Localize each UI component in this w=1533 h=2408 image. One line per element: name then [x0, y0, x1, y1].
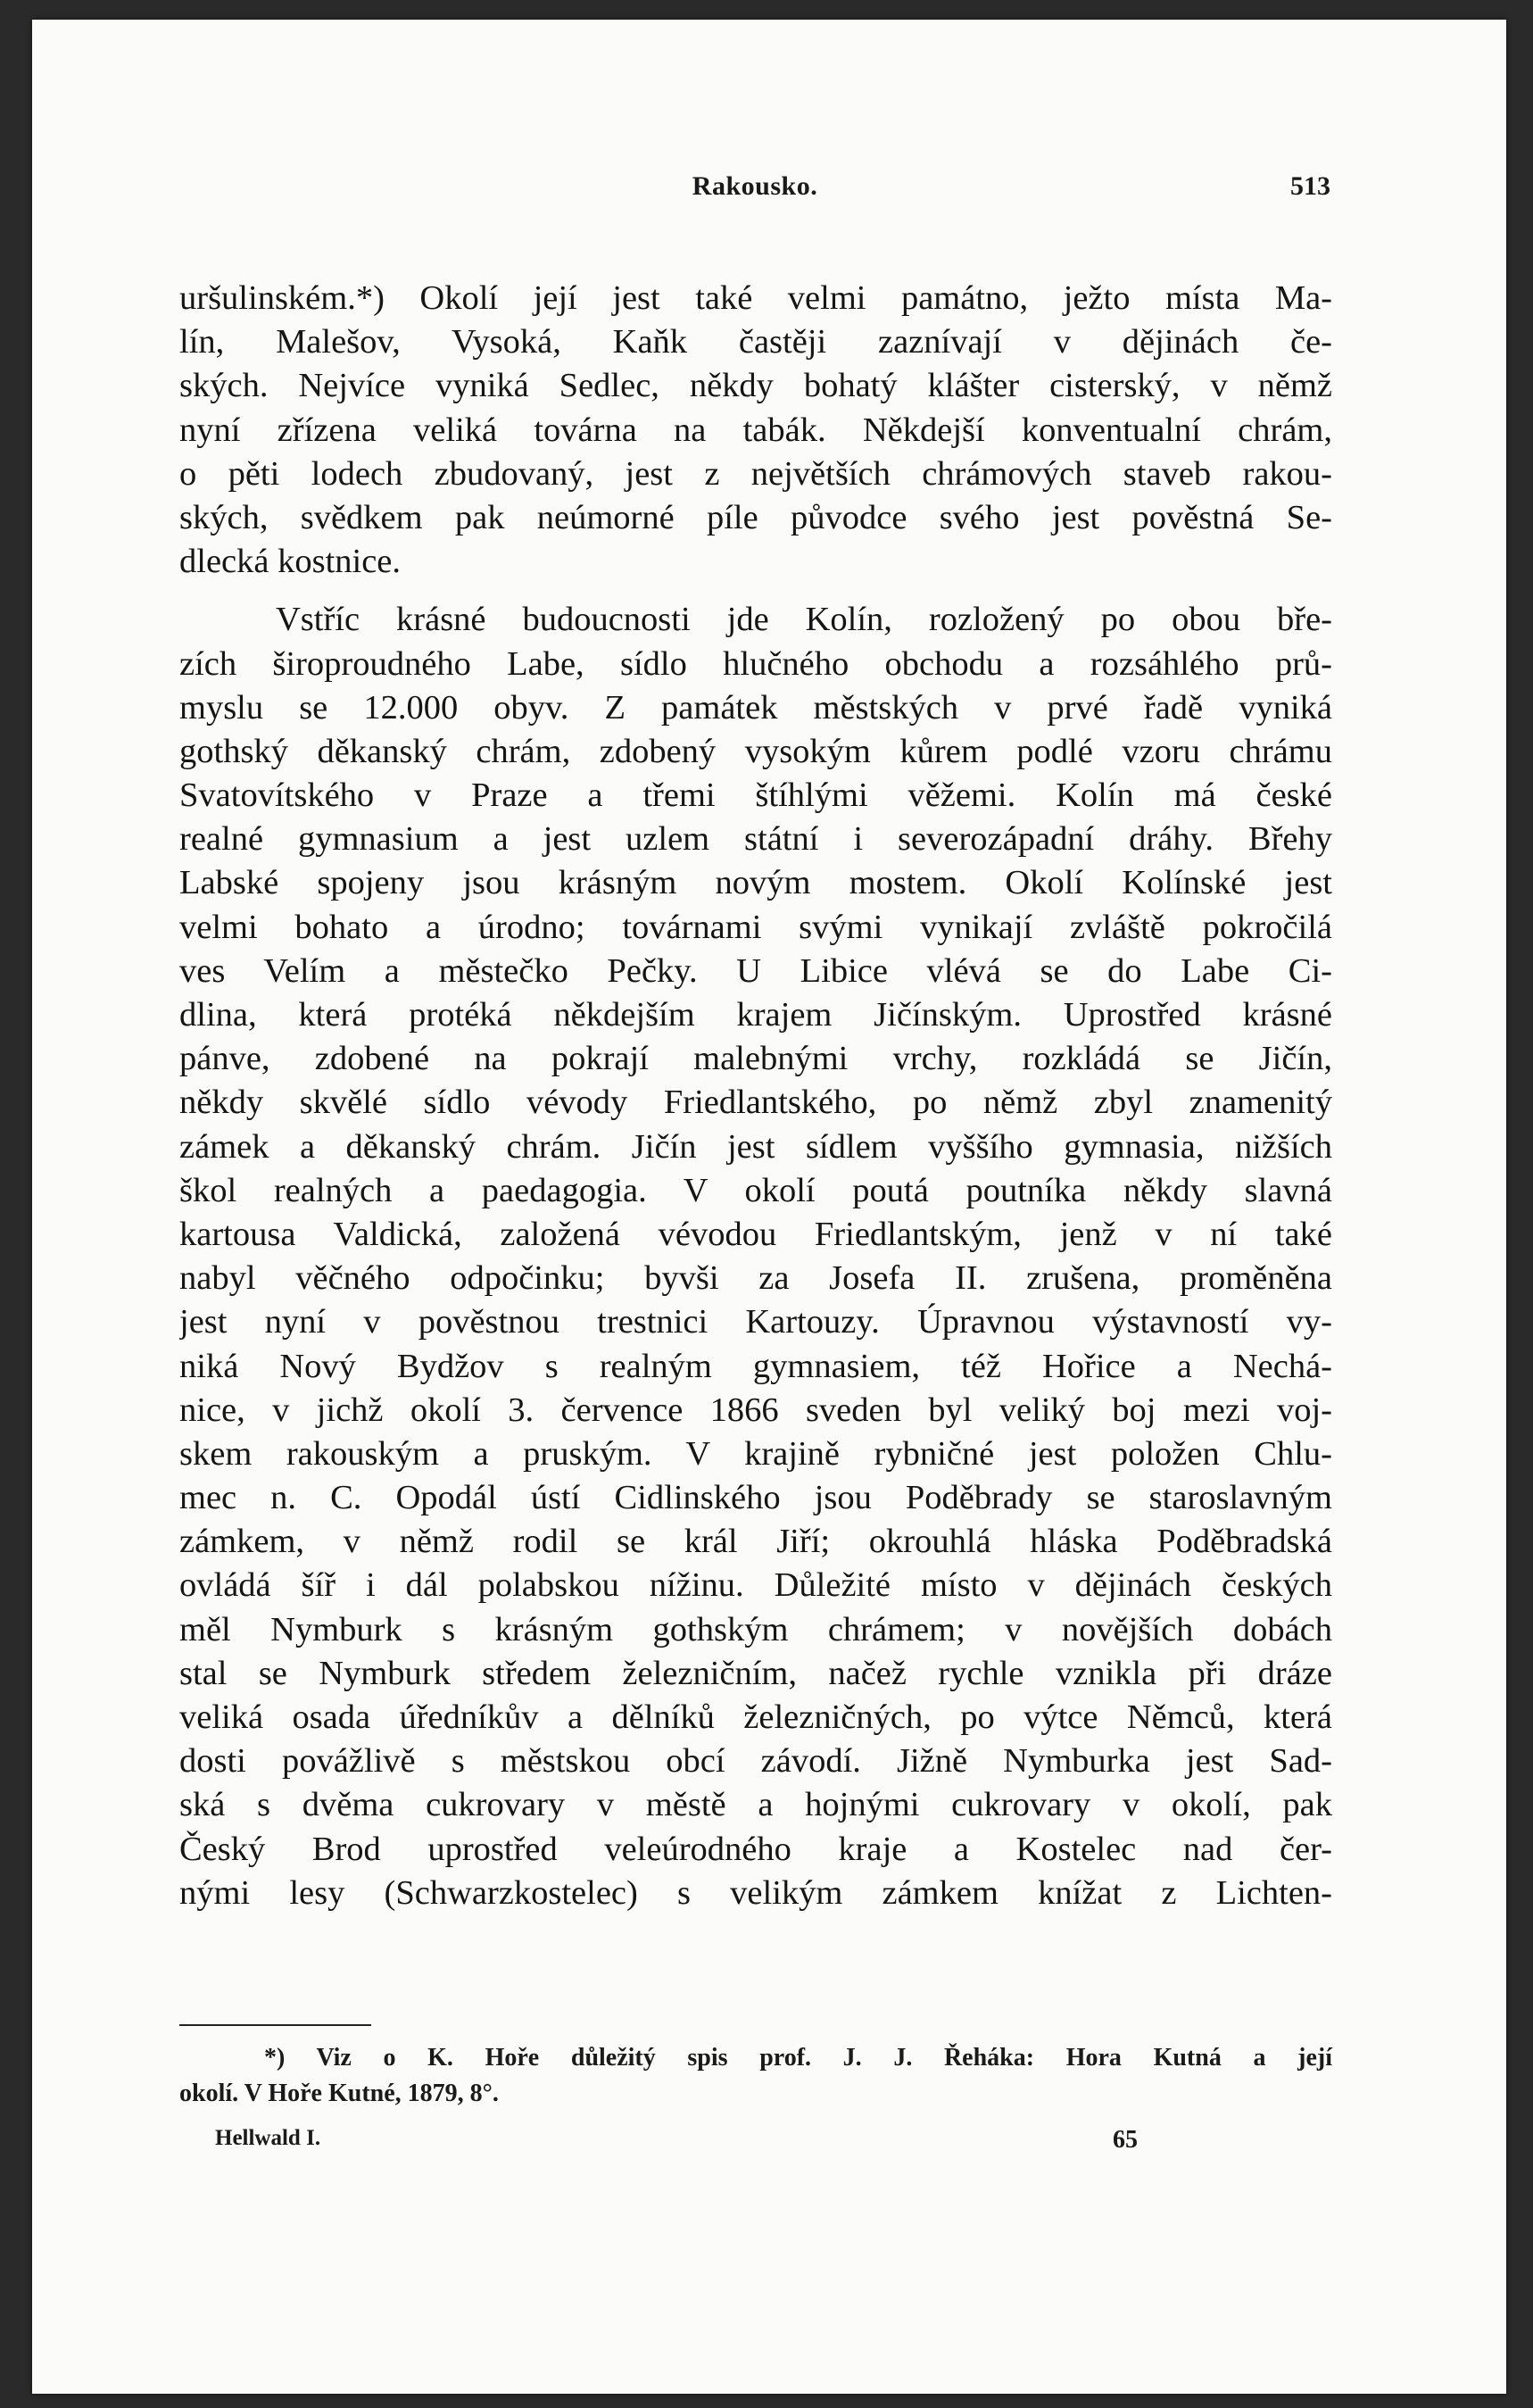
text-line: Svatovítského v Praze a třemi štíhlými věžemi. Kolín má české — [179, 776, 1332, 815]
signature-label: Hellwald I. — [215, 2126, 321, 2150]
text-line: veliká osada úředníkův a dělníků železničných, po výtce Němců, která — [179, 1698, 1332, 1736]
text-line: Vstříc krásné budoucnosti jde Kolín, rozložený po obou bře- — [276, 601, 1332, 639]
text-line: ves Velím a městečko Pečky. U Libice vlévá se do Labe Ci- — [179, 951, 1332, 990]
text-line: nabyl věčného odpočinku; byvši za Josefa II. zrušena, proměněna — [179, 1259, 1332, 1298]
text-line: Labské spojeny jsou krásným novým mostem. Okolí Kolínské jest — [179, 864, 1332, 902]
text-line: ských, svědkem pak neúmorné píle původce svého jest pověstná Se- — [179, 498, 1332, 536]
text-line: realné gymnasium a jest uzlem státní i severozápadní dráhy. Břehy — [179, 820, 1332, 859]
page-header — [179, 171, 1330, 225]
text-line: dlina, která protéká někdejším krajem Jičínským. Uprostřed krásné — [179, 996, 1332, 1034]
text-line: zích široproudného Labe, sídlo hlučného obchodu a rozsáhlého prů- — [179, 644, 1332, 683]
text-line: mec n. C. Opodál ústí Cidlinského jsou Poděbrady se staroslavným — [179, 1479, 1332, 1517]
text-line: myslu se 12.000 obyv. Z památek městských v prvé řadě vyniká — [179, 688, 1332, 727]
text-line: velmi bohato a úrodno; továrnami svými vynikají zvláště pokročilá — [179, 908, 1332, 946]
text-line — [179, 1915, 1332, 1959]
text-line: ská s dvěma cukrovary v městě a hojnými cukrovary v okolí, pak — [179, 1786, 1332, 1824]
text-line: Český Brod uprostřed veleúrodného kraje a Kostelec nad čer- — [179, 1830, 1332, 1868]
text-line: nyní zřízena veliká továrna na tabák. Někdejší konventualní chrám, — [179, 411, 1332, 449]
text-line: nice, v jichž okolí 3. července 1866 sveden byl veliký boj mezi voj- — [179, 1391, 1332, 1429]
footnote-line: okolí. V Hoře Kutné, 1879, 8°. — [179, 2080, 499, 2107]
text-line: nými lesy (Schwarzkostelec) s velikým zámkem knížat z Lichten- — [179, 1873, 1332, 1912]
text-line: niká Nový Bydžov s realným gymnasiem, též Hořice a Nechá- — [179, 1347, 1332, 1385]
footnote-divider — [179, 2024, 371, 2026]
signature-number: 65 — [1113, 2126, 1138, 2154]
printer-signature — [179, 2126, 1332, 2162]
text-line — [179, 1959, 1332, 2003]
text-line: uršulinském.*) Okolí její jest také velmi památno, ježto místa Ma- — [179, 279, 1332, 317]
footnote — [179, 2040, 1332, 2112]
text-line: měl Nymburk s krásným gothským chrámem; v novějších dobách — [179, 1610, 1332, 1648]
text-line: dosti povážlivě s městskou obcí závodí. Jižně Nymburka jest Sad- — [179, 1742, 1332, 1781]
text-line: lín, Malešov, Vysoká, Kaňk častěji zaznívají v dějinách če- — [179, 323, 1332, 361]
text-line: zámek a děkanský chrám. Jičín jest sídlem vyššího gymnasia, nižších — [179, 1127, 1332, 1166]
text-line: ovládá šíř i dál polabskou nížinu. Důležité místo v dějinách českých — [179, 1566, 1332, 1605]
text-line: o pěti lodech zbudovaný, jest z největších chrámových staveb rakou- — [179, 454, 1332, 493]
text-line: dlecká kostnice. — [179, 543, 402, 581]
footnote-line: *) Viz o K. Hoře důležitý spis prof. J. J. Řeháka: Hora Kutná a její — [264, 2044, 1332, 2072]
paragraph — [179, 277, 1332, 584]
text-line: stal se Nymburk středem železničním, načež rychle vznikla při dráze — [179, 1654, 1332, 1692]
paragraph — [179, 598, 1332, 2003]
body-text — [179, 277, 1332, 2003]
text-line: gothský děkanský chrám, zdobený vysokým kůrem podlé vzoru chrámu — [179, 732, 1332, 770]
text-line: kartousa Valdická, založená vévodou Friedlantským, jenž v ní také — [179, 1215, 1332, 1253]
text-line: někdy skvělé sídlo vévody Friedlantského, po němž zbyl znamenitý — [179, 1084, 1332, 1122]
text-line: pánve, zdobené na pokrají malebnými vrchy, rozkládá se Jičín, — [179, 1040, 1332, 1078]
text-line: ských. Nejvíce vyniká Sedlec, někdy bohatý klášter cisterský, v němž — [179, 367, 1332, 405]
running-head: Rakousko. — [692, 171, 818, 201]
text-line: skem rakouským a pruským. V krajině rybničné jest položen Chlu- — [179, 1434, 1332, 1473]
text-line: jest nyní v pověstnou trestnici Kartouzy. Úpravnou výstavností vy- — [179, 1303, 1332, 1341]
book-page — [32, 20, 1506, 2394]
page-number: 513 — [1290, 171, 1330, 201]
text-line: škol realných a paedagogia. V okolí poutá poutníka někdy slavná — [179, 1171, 1332, 1209]
text-line: zámkem, v němž rodil se král Jiří; okrouhlá hláska Poděbradská — [179, 1523, 1332, 1561]
